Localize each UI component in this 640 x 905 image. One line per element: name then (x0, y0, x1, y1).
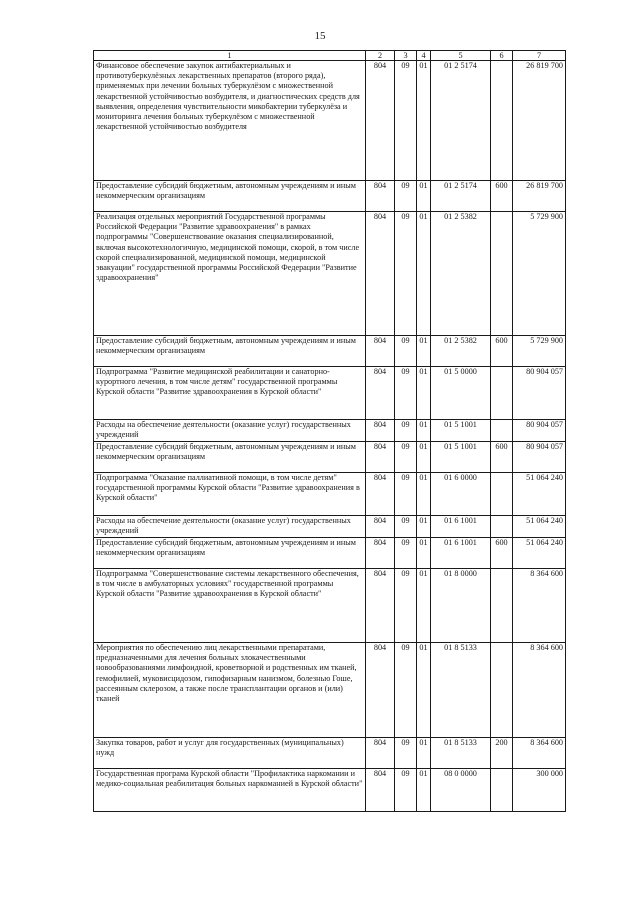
amount: 8 364 600 (513, 738, 566, 769)
table-row (94, 442, 566, 473)
amount: 26 819 700 (513, 181, 566, 212)
ministry-code: 804 (366, 442, 395, 473)
expense-type-code (491, 473, 513, 516)
section-code: 09 (395, 516, 417, 538)
table-row (94, 738, 566, 769)
amount: 80 904 057 (513, 442, 566, 473)
ministry-code: 804 (366, 212, 395, 336)
ministry-code: 804 (366, 769, 395, 812)
expense-type-code (491, 367, 513, 420)
table-row (94, 61, 566, 181)
table-row (94, 538, 566, 569)
column-header: 1 (94, 51, 366, 61)
amount: 300 000 (513, 769, 566, 812)
ministry-code: 804 (366, 420, 395, 442)
amount: 5 729 900 (513, 212, 566, 336)
section-code: 09 (395, 212, 417, 336)
section-code: 09 (395, 367, 417, 420)
expense-type-code (491, 212, 513, 336)
amount: 51 064 240 (513, 516, 566, 538)
row-description: Предоставление субсидий бюджетным, автономным учреждениям и иным некоммерческим организациям (94, 538, 366, 569)
table-row (94, 367, 566, 420)
subsection-code: 01 (417, 473, 431, 516)
target-article-code: 01 5 1001 (431, 442, 491, 473)
amount: 80 904 057 (513, 420, 566, 442)
expense-type-code (491, 569, 513, 643)
row-description: Расходы на обеспечение деятельности (оказание услуг) государственных учреждений (94, 420, 366, 442)
subsection-code: 01 (417, 336, 431, 367)
expense-type-code: 600 (491, 442, 513, 473)
amount: 26 819 700 (513, 61, 566, 181)
target-article-code: 01 8 5133 (431, 738, 491, 769)
row-description: Закупка товаров, работ и услуг для государственных (муниципальных) нужд (94, 738, 366, 769)
subsection-code: 01 (417, 569, 431, 643)
amount: 51 064 240 (513, 538, 566, 569)
expense-type-code: 600 (491, 336, 513, 367)
column-header: 4 (417, 51, 431, 61)
section-code: 09 (395, 442, 417, 473)
subsection-code: 01 (417, 367, 431, 420)
subsection-code: 01 (417, 538, 431, 569)
column-header: 5 (431, 51, 491, 61)
column-header: 7 (513, 51, 566, 61)
section-code: 09 (395, 420, 417, 442)
expense-type-code: 600 (491, 181, 513, 212)
section-code: 09 (395, 336, 417, 367)
ministry-code: 804 (366, 516, 395, 538)
target-article-code: 01 5 1001 (431, 420, 491, 442)
target-article-code: 01 2 5382 (431, 212, 491, 336)
target-article-code: 01 8 0000 (431, 569, 491, 643)
column-header: 2 (366, 51, 395, 61)
section-code: 09 (395, 538, 417, 569)
section-code: 09 (395, 569, 417, 643)
target-article-code: 01 2 5174 (431, 181, 491, 212)
ministry-code: 804 (366, 336, 395, 367)
row-description: Подпрограмма "Оказание паллиативной помощи, в том числе детям" государственной программы Курской области "Развитие здравоохранения в Курской области" (94, 473, 366, 516)
target-article-code: 08 0 0000 (431, 769, 491, 812)
amount: 5 729 900 (513, 336, 566, 367)
ministry-code: 804 (366, 473, 395, 516)
target-article-code: 01 5 0000 (431, 367, 491, 420)
amount: 80 904 057 (513, 367, 566, 420)
budget-table (93, 50, 566, 812)
ministry-code: 804 (366, 181, 395, 212)
table-header-row (94, 51, 566, 61)
table-row (94, 643, 566, 738)
section-code: 09 (395, 643, 417, 738)
expense-type-code (491, 420, 513, 442)
amount: 51 064 240 (513, 473, 566, 516)
ministry-code: 804 (366, 61, 395, 181)
expense-type-code (491, 61, 513, 181)
row-description: Предоставление субсидий бюджетным, автономным учреждениям и иным некоммерческим организациям (94, 181, 366, 212)
expense-type-code (491, 769, 513, 812)
ministry-code: 804 (366, 738, 395, 769)
amount: 8 364 600 (513, 569, 566, 643)
expense-type-code (491, 643, 513, 738)
row-description: Расходы на обеспечение деятельности (оказание услуг) государственных учреждений (94, 516, 366, 538)
row-description: Предоставление субсидий бюджетным, автономным учреждениям и иным некоммерческим организациям (94, 336, 366, 367)
column-header: 6 (491, 51, 513, 61)
expense-type-code: 600 (491, 538, 513, 569)
subsection-code: 01 (417, 769, 431, 812)
section-code: 09 (395, 181, 417, 212)
target-article-code: 01 6 1001 (431, 538, 491, 569)
section-code: 09 (395, 738, 417, 769)
subsection-code: 01 (417, 212, 431, 336)
row-description: Финансовое обеспечение закупок антибактериальных и противотуберкулёзных лекарственных препаратов (второго ряда), применяемых при лечении больных туберкулёзом с множественной лекарственной устойчивостью возбудителя, и диагностических средств для выявления, определения чувствительности микобактерии туберкулёза и мониторинга лечения больных туберкулёзом с множественной лекарственной устойчивостью возбудителя (94, 61, 366, 181)
ministry-code: 804 (366, 569, 395, 643)
page-number: 15 (314, 30, 326, 42)
ministry-code: 804 (366, 643, 395, 738)
row-description: Подпрограмма "Развитие медицинской реабилитации и санаторно-курортного лечения, в том числе детям" государственной программы Курской области "Развитие здравоохранения в Курской области" (94, 367, 366, 420)
target-article-code: 01 8 5133 (431, 643, 491, 738)
table-row (94, 769, 566, 812)
section-code: 09 (395, 769, 417, 812)
row-description: Реализация отдельных мероприятий Государственной программы Российской Федерации "Развитие здравоохранения" в рамках подпрограммы "Совершенствование оказания специализированной, включая высокотехнологичную, медицинской помощи, скорой, в том числе скорой специализированной, медицинской помощи, медицинской эвакуации" государственной программы Российской Федерации "Развитие здравоохранения" (94, 212, 366, 336)
row-description: Подпрограмма "Совершенствование системы лекарственного обеспечения, в том числе в амбулаторных условиях" государственной программы Курской области "Развитие здравоохранения в Курской области" (94, 569, 366, 643)
table-row (94, 569, 566, 643)
section-code: 09 (395, 473, 417, 516)
subsection-code: 01 (417, 420, 431, 442)
target-article-code: 01 2 5382 (431, 336, 491, 367)
ministry-code: 804 (366, 538, 395, 569)
table-row (94, 212, 566, 336)
subsection-code: 01 (417, 61, 431, 181)
expense-type-code (491, 516, 513, 538)
column-header: 3 (395, 51, 417, 61)
section-code: 09 (395, 61, 417, 181)
subsection-code: 01 (417, 516, 431, 538)
table-row (94, 516, 566, 538)
subsection-code: 01 (417, 181, 431, 212)
table-row (94, 473, 566, 516)
row-description: Мероприятия по обеспечению лиц лекарственными препаратами, предназначенными для лечения больных злокачественными новообразованиями лимфоидной, кроветворной и родственных им тканей, гемофилией, муковисцидозом, гипофизарным нанизмом, болезнью Гоше, рассеянным склерозом, а также после трансплантации органов и (или) тканей (94, 643, 366, 738)
subsection-code: 01 (417, 738, 431, 769)
expense-type-code: 200 (491, 738, 513, 769)
target-article-code: 01 6 0000 (431, 473, 491, 516)
row-description: Предоставление субсидий бюджетным, автономным учреждениям и иным некоммерческим организациям (94, 442, 366, 473)
table-row (94, 420, 566, 442)
target-article-code: 01 2 5174 (431, 61, 491, 181)
row-description: Государственная програма Курской области "Профилактика наркомании и медико-социальная реабилитация больных наркоманией в Курской области" (94, 769, 366, 812)
amount: 8 364 600 (513, 643, 566, 738)
table-row (94, 336, 566, 367)
table-row (94, 181, 566, 212)
subsection-code: 01 (417, 643, 431, 738)
ministry-code: 804 (366, 367, 395, 420)
subsection-code: 01 (417, 442, 431, 473)
target-article-code: 01 6 1001 (431, 516, 491, 538)
